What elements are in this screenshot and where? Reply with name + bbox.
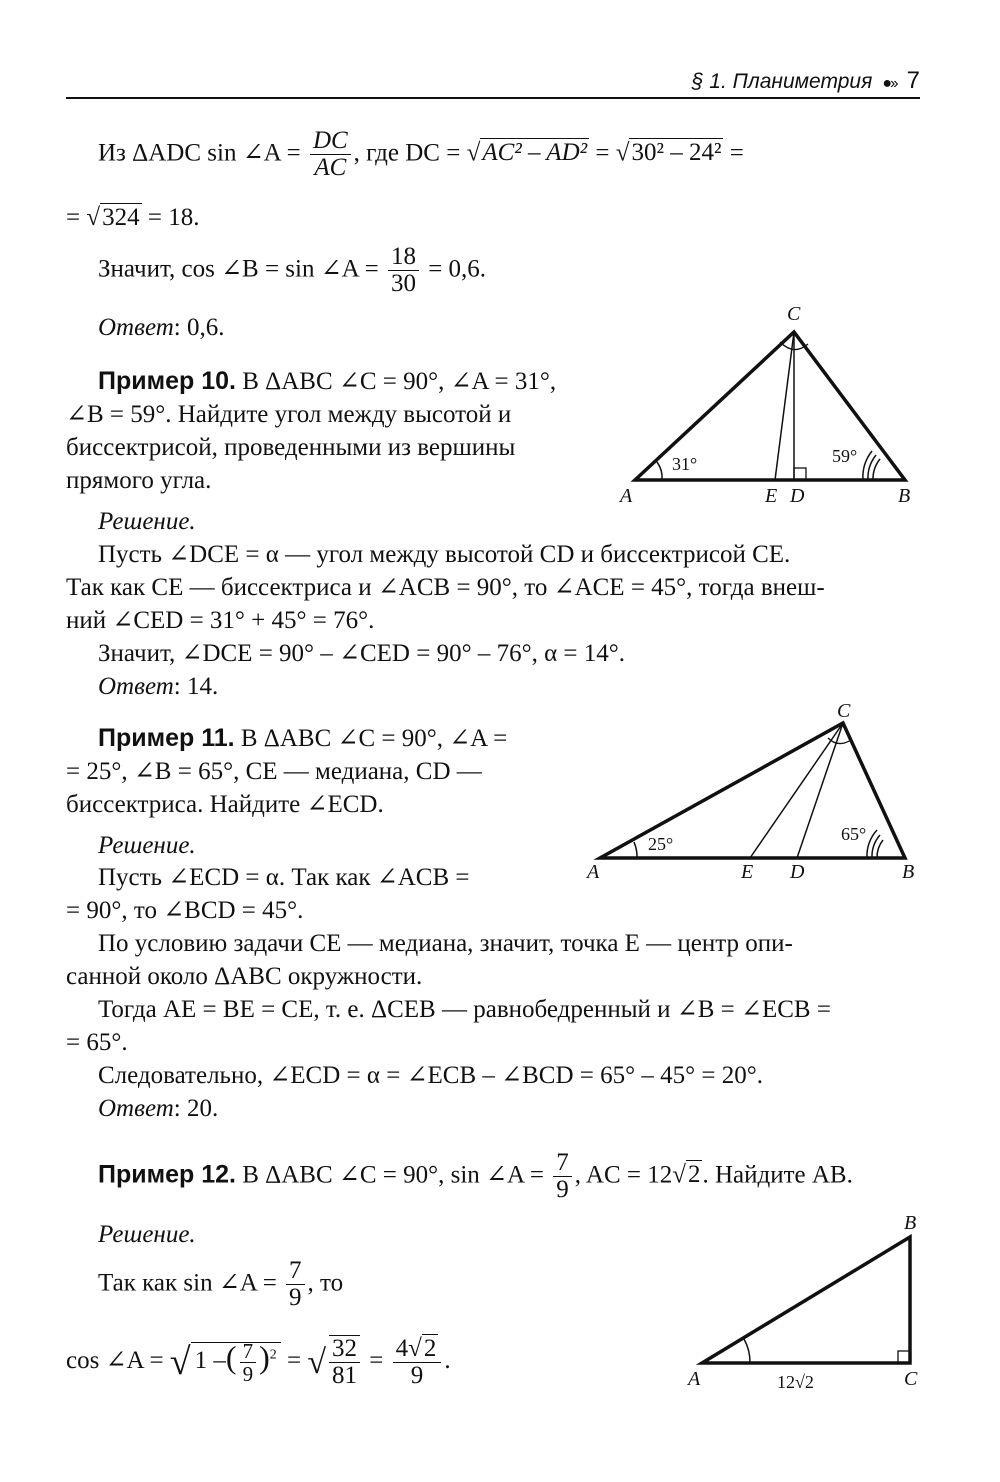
ex11-solution-2: = 90°, то ∠BCD = 45°. bbox=[66, 897, 304, 924]
ex12-solution-1: Так как sin ∠A = $\frac{7}{9}$ , то bbox=[98, 1257, 344, 1312]
ex9-line-1: Из ΔADC sin ∠A = $\frac{DC}{AC}$ , где DC = √AC² – AD² = √30² – 24² = bbox=[98, 127, 744, 182]
label-a: A bbox=[620, 485, 633, 507]
dots-icon: ●›› bbox=[882, 75, 897, 92]
fraction-18-30: $\frac{18}{30}$ bbox=[388, 244, 419, 298]
ex11-solution-3: По условию задачи CE — медиана, значит, точка E — центр опи- bbox=[98, 930, 793, 957]
triangle-abc bbox=[702, 1237, 910, 1363]
right-angle-mark bbox=[898, 1351, 910, 1363]
angle-a-label: 31° bbox=[672, 454, 698, 474]
ex10-title: Пример 10. bbox=[98, 367, 236, 395]
ex11-solution-label: Решение. bbox=[98, 832, 196, 859]
ex10-statement-1: Пример 10. В ΔABC ∠C = 90°, ∠A = 31°, bbox=[98, 367, 557, 395]
ex11-solution-1: Пусть ∠ECD = α. Так как ∠ACB = bbox=[98, 864, 470, 891]
ex11-triangle-figure bbox=[575, 690, 925, 890]
ex11-statement-3: биссектриса. Найдите ∠ECD. bbox=[66, 791, 384, 818]
page-number: 7 bbox=[906, 67, 920, 94]
label-c: C bbox=[904, 1368, 918, 1390]
ex10-solution-4: Значит, ∠DCE = 90° – ∠CED = 90° – 76°, α = 14°. bbox=[98, 640, 626, 667]
label-d: D bbox=[790, 485, 805, 507]
ex11-solution-7: Следовательно, ∠ECD = α = ∠ECB – ∠BCD = 65° – 45° = 20°. bbox=[98, 1062, 763, 1089]
ex11-solution-6: = 65°. bbox=[66, 1029, 128, 1056]
angle-b-label: 65° bbox=[841, 824, 867, 844]
angle-a-label: 25° bbox=[648, 834, 674, 854]
ex10-triangle-figure bbox=[600, 300, 930, 515]
label-c: C bbox=[787, 303, 801, 325]
ex10-statement-3: биссектрисой, проведенными из вершины bbox=[66, 434, 516, 461]
label-b: B bbox=[898, 485, 911, 507]
ex12-statement: Пример 12. В ΔABC ∠C = 90°, sin ∠A = $\frac{7}{9}$ , AC = 12√2. Найдите AB. bbox=[98, 1149, 853, 1204]
label-e: E bbox=[765, 485, 778, 507]
ex9-line-2: = √324 = 18. bbox=[66, 204, 200, 231]
ex11-solution-5: Тогда AE = BE = CE, т. е. ΔCEB — равнобедренный и ∠B = ∠ECB = bbox=[98, 996, 831, 1023]
ex10-statement-4: прямого угла. bbox=[66, 467, 212, 494]
label-d: D bbox=[790, 861, 805, 883]
side-ac-label: 12√2 bbox=[777, 1372, 814, 1392]
ex11-statement-1: Пример 11. В ΔABC ∠C = 90°, ∠A = bbox=[98, 724, 508, 752]
bisector-ce bbox=[775, 332, 794, 480]
fraction-dc-ac: $\frac{DC}{AC}$ bbox=[310, 128, 351, 182]
ex10-solution-1: Пусть ∠DCE = α — угол между высотой CD и биссектрисой CE. bbox=[98, 541, 791, 568]
ex12-triangle-figure bbox=[680, 1205, 930, 1405]
ex10-solution-label: Решение. bbox=[98, 508, 196, 535]
ex12-title: Пример 12. bbox=[98, 1160, 236, 1189]
ex10-statement-2: ∠B = 59°. Найдите угол между высотой и bbox=[66, 401, 512, 428]
angle-b-label: 59° bbox=[832, 446, 858, 466]
label-a: A bbox=[688, 1368, 701, 1390]
label-a: A bbox=[587, 861, 600, 883]
ex10-solution-2: Так как CE — биссектриса и ∠ACB = 90°, то ∠ACE = 45°, тогда внеш- bbox=[66, 574, 825, 601]
label-c: C bbox=[837, 700, 851, 722]
section-title: § 1. Планиметрия bbox=[691, 70, 873, 93]
ex10-solution-3: ний ∠CED = 31° + 45° = 76°. bbox=[66, 607, 375, 634]
ex10-answer: Ответ: 14. bbox=[98, 673, 219, 700]
running-header bbox=[692, 64, 920, 100]
ex9-line-3: Значит, cos ∠B = sin ∠A = $\frac{18}{30}$ = 0,6. bbox=[98, 243, 487, 298]
ex11-answer: Ответ: 20. bbox=[98, 1095, 219, 1122]
label-b: B bbox=[904, 1212, 917, 1234]
header-rule bbox=[66, 97, 920, 99]
ex11-title: Пример 11. bbox=[98, 724, 235, 752]
label-b: B bbox=[902, 861, 915, 883]
fraction-7-9-b: $\frac{7}{9}$ bbox=[286, 1258, 305, 1312]
ex12-solution-2: cos ∠A = √ 1 –( $\frac{7}{9}$ )$^2$ = √ $\frac{32}{81}$ = $\frac{4√2}{9}$ . bbox=[66, 1334, 451, 1390]
ex11-statement-2: = 25°, ∠B = 65°, CE — медиана, CD — bbox=[66, 758, 482, 785]
fraction-result: $\frac{4√2}{9}$ bbox=[393, 1336, 442, 1390]
fraction-7-9: $\frac{7}{9}$ bbox=[553, 1150, 572, 1204]
ex11-solution-4: санной около ΔABC окружности. bbox=[66, 963, 423, 990]
fraction-32-81: $\frac{32}{81}$ bbox=[329, 1335, 360, 1390]
ex12-solution-label: Решение. bbox=[98, 1221, 196, 1248]
right-angle-mark bbox=[794, 468, 806, 480]
median-ce bbox=[750, 723, 843, 858]
ex9-answer: Ответ: 0,6. bbox=[98, 314, 225, 341]
label-e: E bbox=[741, 861, 754, 883]
